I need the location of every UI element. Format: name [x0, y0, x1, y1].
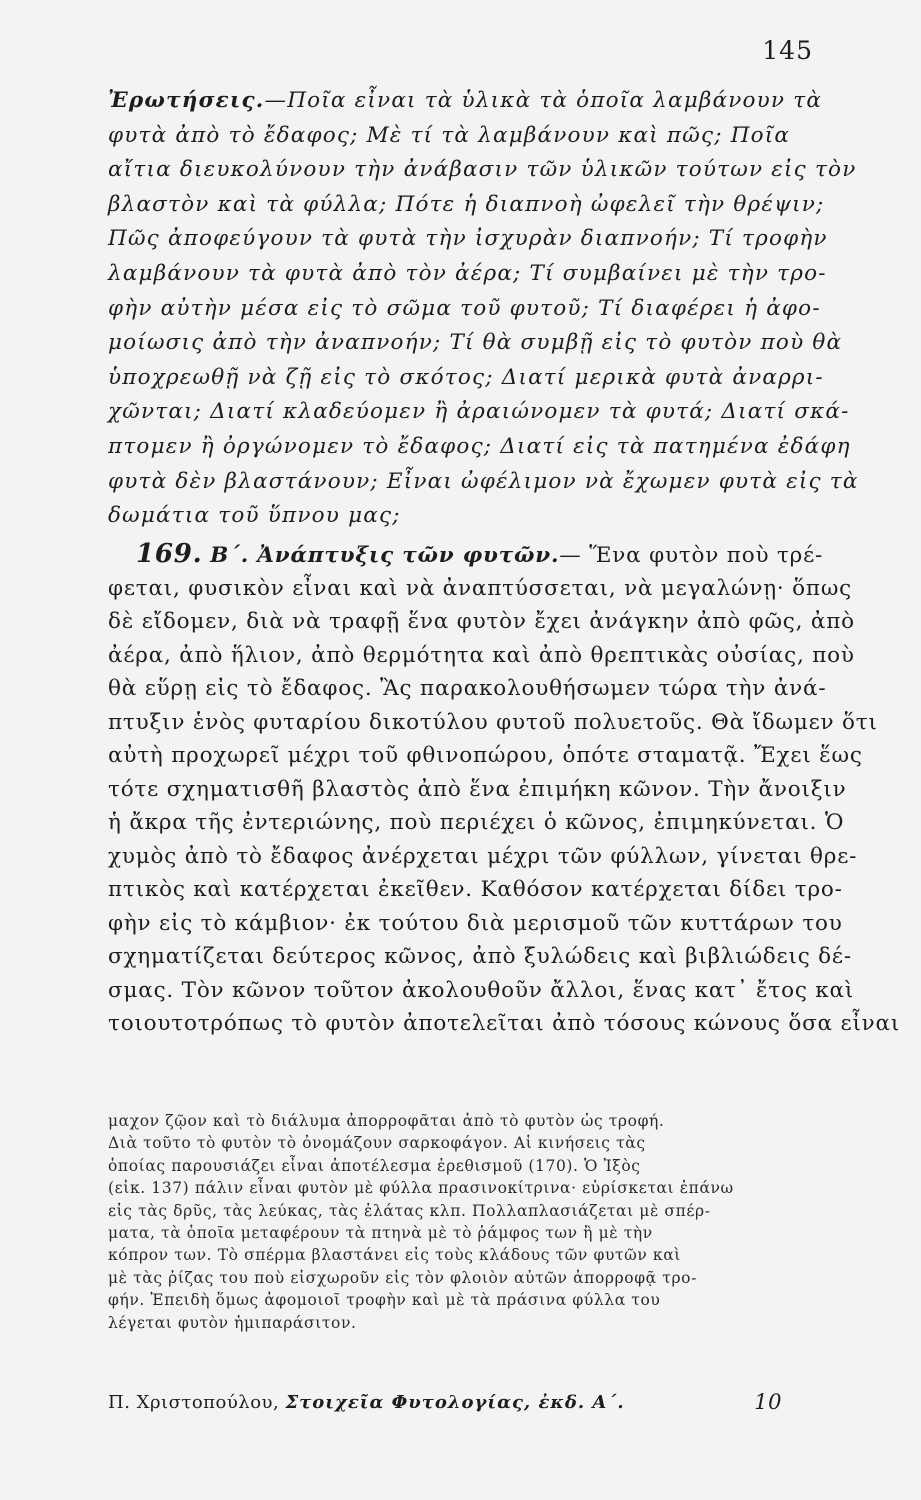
text-line: φὴν εἰς τὸ κάμβιον· ἐκ τούτου διὰ μερισμοῦ τῶν κυττάρων του — [108, 910, 843, 936]
text-line: ἡ ἄκρα τῆς ἐντεριώνης, ποὺ περιέχει ὁ κῶνος, ἐπιμηκύνεται. Ὁ — [108, 810, 845, 835]
footnote-line: (εἰκ. 137) πάλιν εἶναι φυτὸν μὲ φύλλα πρασινοκίτρινα· εὑρίσκεται ἐπάνω — [108, 1179, 734, 1198]
footnote-line: κόπρον των. Τὸ σπέρμα βλαστάνει εἰς τοὺς κλάδους τῶν φυτῶν καὶ — [108, 1246, 681, 1265]
text-line: αἴτια διευκολύνουν τὴν ἀνάβασιν τῶν ὑλικῶν τούτων εἰς τὸν — [108, 157, 857, 183]
footnote-line: μαχον ζῷον καὶ τὸ διάλυμα ἀπορροφᾶται ἀπὸ τὸ φυτὸν ὡς τροφή. — [108, 1112, 665, 1130]
text-line: λαμβάνουν τὰ φυτὰ ἀπὸ τὸν ἀέρα; Τί συμβαίνει μὲ τὴν τρο- — [108, 260, 827, 286]
text-line: σμας. Τὸν κῶνον τοῦτον ἀκολουθοῦν ἄλλοι, ἕνας κατ᾿ ἔτος καὶ — [108, 977, 855, 1003]
text-line: πτυξιν ἑνὸς φυταρίου δικοτύλου φυτοῦ πολυετοῦς. Θὰ ἴδωμεν ὅτι — [108, 709, 878, 735]
text-line: πτικὸς καὶ κατέρχεται ἐκεῖθεν. Καθόσον κατέρχεται δίδει τρο- — [108, 877, 843, 902]
text-line: ὑποχρεωθῇ νὰ ζῇ εἰς τὸ σκότος; Διατί μερικὰ φυτὰ ἀναρρι- — [108, 364, 824, 390]
signature-mark: 10 — [754, 1390, 782, 1414]
text-line: βλαστὸν καὶ τὰ φύλλα; Πότε ἡ διαπνοὴ ὠφελεῖ τὴν θρέψιν; — [108, 191, 825, 217]
text-line: χυμὸς ἀπὸ τὸ ἔδαφος ἀνέρχεται μέχρι τῶν φύλλων, γίνεται θρε- — [108, 843, 858, 869]
text-line: ἀέρα, ἀπὸ ἥλιον, ἀπὸ θερμότητα καὶ ἀπὸ θρεπτικὰς οὐσίας, ποὺ — [108, 642, 855, 668]
footnote-line: εἰς τὰς δρῦς, τὰς λεύκας, τὰς ἐλάτας κλπ. Πολλαπλασιάζεται μὲ σπέρ- — [108, 1201, 711, 1220]
text-line: μοίωσις ἀπὸ τὴν ἀναπνοήν; Τί θὰ συμβῇ εἰς τὸ φυτὸν ποὺ θὰ — [108, 330, 843, 356]
text-line: τοιουτοτρόπως τὸ φυτὸν ἀποτελεῖται ἀπὸ τόσους κώνους ὅσα εἶναι — [108, 1011, 901, 1036]
review-questions — [108, 84, 859, 534]
text-line: Πῶς ἀποφεύγουν τὰ φυτὰ τὴν ἰσχυρὰν διαπνοήν; Τί τροφὴν — [108, 226, 828, 252]
footnote-line: Διὰ τοῦτο τὸ φυτὸν τὸ ὀνομάζουν σαρκοφάγον. Αἱ κινήσεις τὰς — [108, 1134, 646, 1153]
text-line: σχηματίζεται δεύτερος κῶνος, ἀπὸ ξυλώδεις καὶ βιβλιώδεις δέ- — [108, 944, 852, 969]
questions-first-line-text: —Ποῖα εἶναι τὰ ὑλικὰ τὰ ὁποῖα λαμβάνουν τὰ — [264, 88, 823, 113]
section-first-line-text: — Ἕνα φυτὸν ποὺ τρέ- — [559, 543, 824, 568]
footnote-line: φήν. Ἐπειδὴ ὅμως ἀφομοιοῖ τροφὴν καὶ μὲ τὰ πράσινα φύλλα του — [108, 1291, 661, 1310]
text-line: πτομεν ἢ ὀργώνομεν τὸ ἔδαφος; Διατί εἰς τὰ πατημένα ἐδάφη — [108, 433, 851, 459]
page-footer — [108, 1392, 796, 1413]
text-line: αὐτὴ προχωρεῖ μέχρι τοῦ φθινοπώρου, ὁπότε σταματᾷ. Ἔχει ἕως — [108, 743, 863, 768]
text-line: φὴν αὐτὴν μέσα εἰς τὸ σῶμα τοῦ φυτοῦ; Τί διαφέρει ἡ ἀφο- — [108, 295, 821, 321]
text-line: χῶνται; Διατί κλαδεύομεν ἢ ἀραιώνομεν τὰ φυτά; Διατί σκά- — [108, 399, 850, 425]
text-line: δὲ εἴδομεν, διὰ νὰ τραφῇ ἕνα φυτὸν ἔχει ἀνάγκην ἀπὸ φῶς, ἀπὸ — [108, 609, 855, 634]
footer-author: Π. Χριστοπούλου, — [108, 1392, 280, 1413]
section-heading-line — [108, 538, 824, 572]
text-line: φυτὰ δὲν βλαστάνουν; Εἶναι ὠφέλιμον νὰ ἔχωμεν φυτὰ εἰς τὰ — [108, 468, 859, 494]
questions-first-line — [108, 84, 823, 119]
footnote-line: ὁποίας παρουσιάζει εἶναι ἀποτέλεσμα ἐρεθισμοῦ (170). Ὁ Ἰξὸς — [108, 1156, 641, 1175]
questions-heading: Ἐρωτήσεις. — [108, 88, 265, 113]
footnote — [108, 1110, 796, 1334]
text-line: φεται, φυσικὸν εἶναι καὶ νὰ ἀναπτύσσεται, νὰ μεγαλώνῃ· ὅπως — [108, 575, 853, 601]
text-line: τότε σχηματισθῆ βλαστὸς ἀπὸ ἕνα ἐπιμήκη κῶνον. Τὴν ἄνοιξιν — [108, 776, 847, 802]
text-line: φυτὰ ἀπὸ τὸ ἔδαφος; Μὲ τί τὰ λαμβάνουν καὶ πῶς; Ποῖα — [108, 122, 791, 148]
footnote-line: λέγεται φυτὸν ἡμιπαράσιτον. — [108, 1313, 357, 1332]
footer-book-title: Στοιχεῖα Φυτολογίας, ἐκδ. Α΄. — [285, 1392, 625, 1413]
footnote-line: μὲ τὰς ῥίζας του ποὺ εἰσχωροῦν εἰς τὸν φλοιὸν αὐτῶν ἀπορροφᾷ τρο- — [108, 1268, 697, 1287]
section-number: 169. — [136, 539, 203, 569]
text-line: θὰ εὕρῃ εἰς τὸ ἔδαφος. Ἂς παρακολουθήσωμεν τώρα τὴν ἀνά- — [108, 676, 827, 701]
text-line: δωμάτια τοῦ ὕπνου μας; — [108, 503, 401, 529]
page-number: 145 — [762, 36, 813, 65]
section-169 — [108, 538, 901, 1041]
footnote-line: ματα, τὰ ὁποῖα μεταφέρουν τὰ πτηνὰ μὲ τὸ ῥάμφος των ἢ μὲ τὴν — [108, 1223, 653, 1242]
section-title: Β΄. Ἀνάπτυξις τῶν φυτῶν. — [210, 543, 560, 568]
